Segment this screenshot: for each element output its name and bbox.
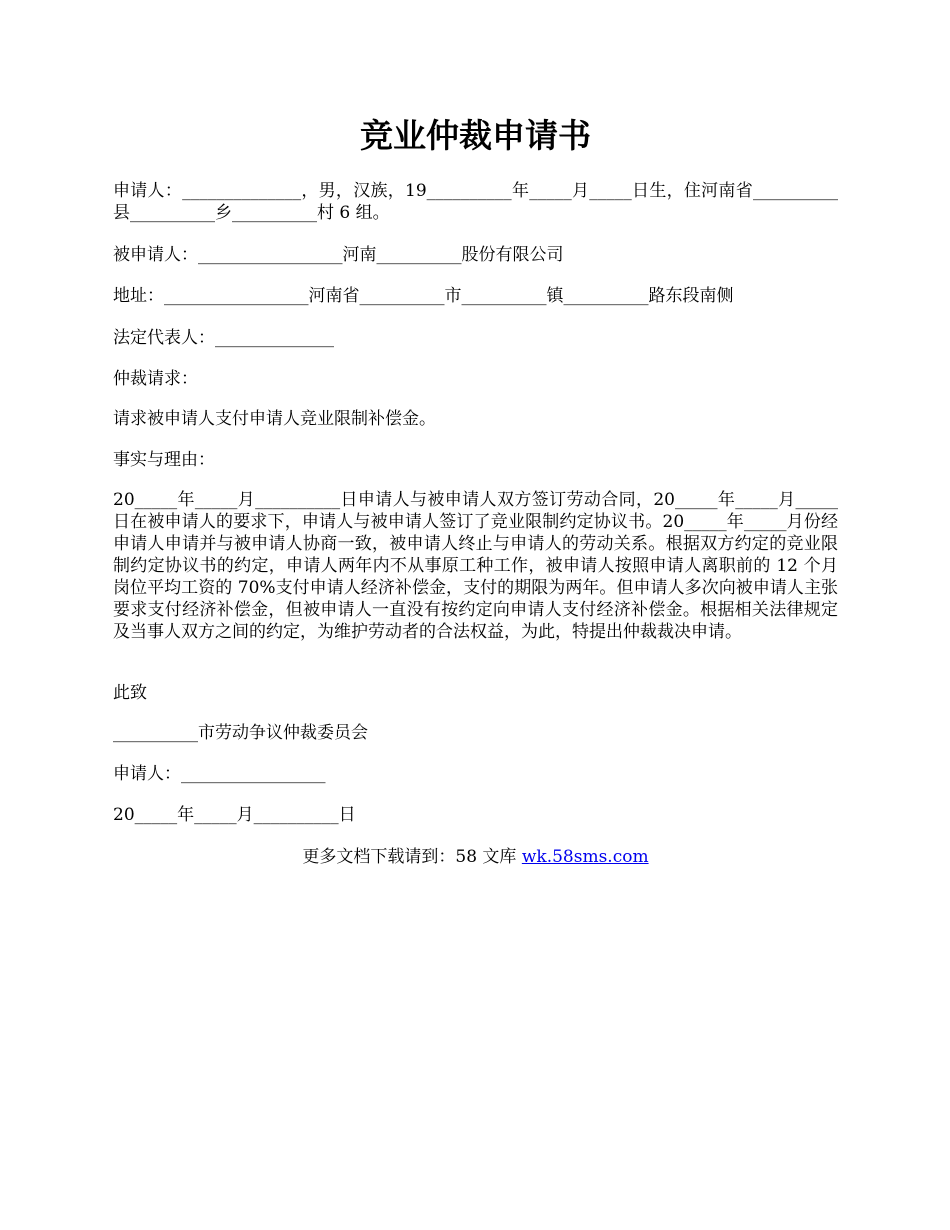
date-paragraph: 20_____年_____月__________日: [113, 805, 356, 825]
footer-link[interactable]: wk.58sms.com: [521, 847, 649, 867]
facts-paragraph: 20_____年_____月__________日申请人与被申请人双方签订劳动合同，20_____年_____月_____日在被申请人的要求下，申请人与被申请人签订了竞业限制约定协议书。20_____年_____月份经申请人申请并与被申请人协商一致，被申请人终止与申请人的劳动关系。根据双方约定的竞业限制约定协议书的约定，申请人两年内不从事原工种工作，被申请人按照申请人离职前的 12 个月岗位平均工资的 70%支付申请人经济补偿金，支付的期限为两年。但申请人多次向被申请人主张要求支付经济补偿金，但被申请人一直没有按约定向申请人支付经济补偿金。根据相关法律规定及当事人双方之间的约定，为维护劳动者的合法权益，为此，特提出仲裁裁决申请。: [113, 490, 838, 642]
signature-paragraph: 申请人：_________________: [113, 764, 326, 784]
claims-heading: 仲裁请求：: [113, 369, 198, 389]
page-title: 竞业仲裁申请书: [360, 116, 591, 155]
applicant-paragraph: 申请人：______________，男，汉族，19__________年_____月_____日生，住河南省__________县__________乡__________村 6 组。: [113, 181, 838, 223]
address-paragraph: 地址：_________________河南省__________市__________镇__________路东段南侧: [113, 286, 734, 306]
facts-heading: 事实与理由：: [113, 450, 215, 470]
respondent-paragraph: 被申请人：_________________河南__________股份有限公司: [113, 245, 564, 265]
committee-paragraph: __________市劳动争议仲裁委员会: [113, 723, 368, 743]
footer: [113, 846, 838, 868]
footer-prefix: 更多文档下载请到：58 文库: [302, 847, 522, 867]
claims-paragraph: 请求被申请人支付申请人竞业限制补偿金。: [113, 409, 436, 429]
legal-representative-paragraph: 法定代表人：______________: [113, 328, 334, 348]
closing-paragraph: 此致: [113, 683, 147, 703]
